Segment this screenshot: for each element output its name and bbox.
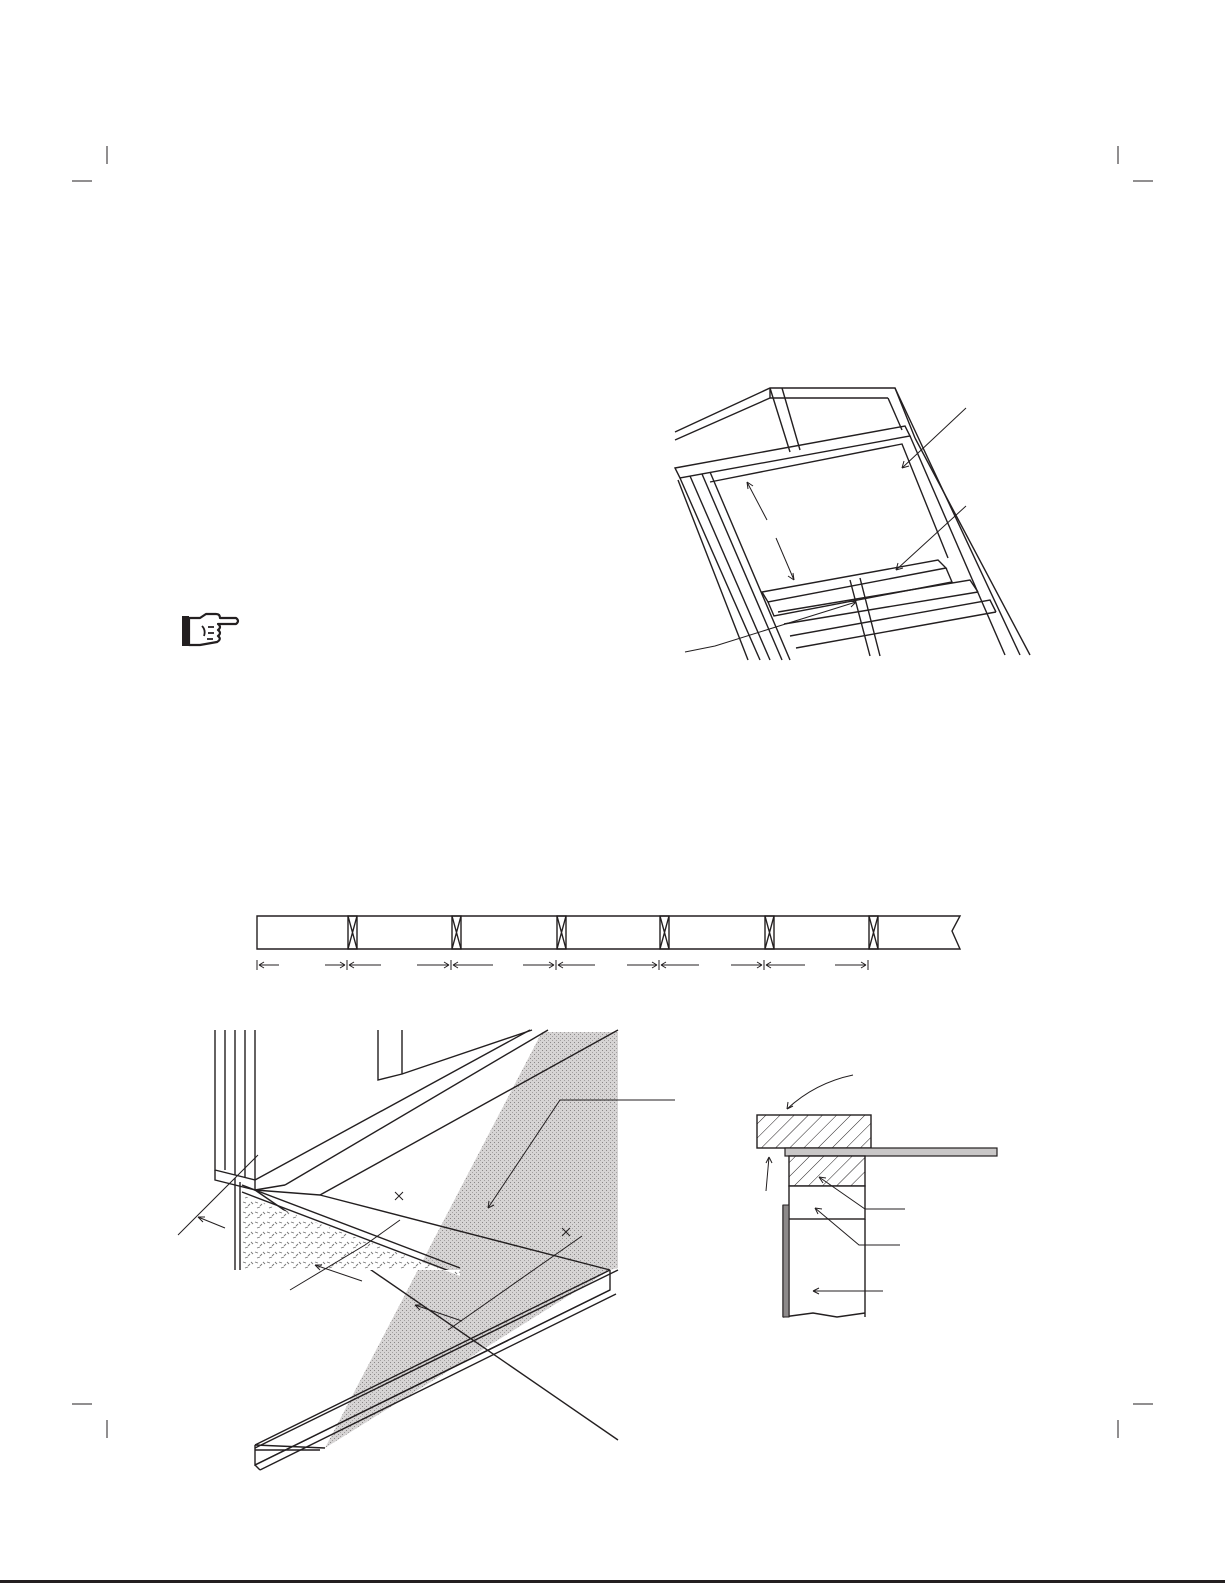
sill-plate [789, 1156, 865, 1186]
joist-1 [348, 916, 357, 949]
spacing-dimensions [257, 960, 868, 970]
joist-6 [869, 916, 878, 949]
joist-3 [557, 916, 566, 949]
floor-corner-figure [170, 1030, 690, 1340]
joist-layout-figure [255, 913, 975, 973]
ceiling-framing-figure [670, 380, 1030, 670]
pointing-hand-icon [180, 612, 240, 652]
joist-4 [660, 916, 669, 949]
subfloor-strip [785, 1148, 997, 1156]
joist-2 [452, 916, 461, 949]
header-block [789, 1186, 865, 1219]
bottom-rule [0, 1580, 1225, 1583]
joist-5 [765, 916, 774, 949]
sill-section-figure [745, 1065, 1015, 1345]
top-board [757, 1115, 871, 1148]
